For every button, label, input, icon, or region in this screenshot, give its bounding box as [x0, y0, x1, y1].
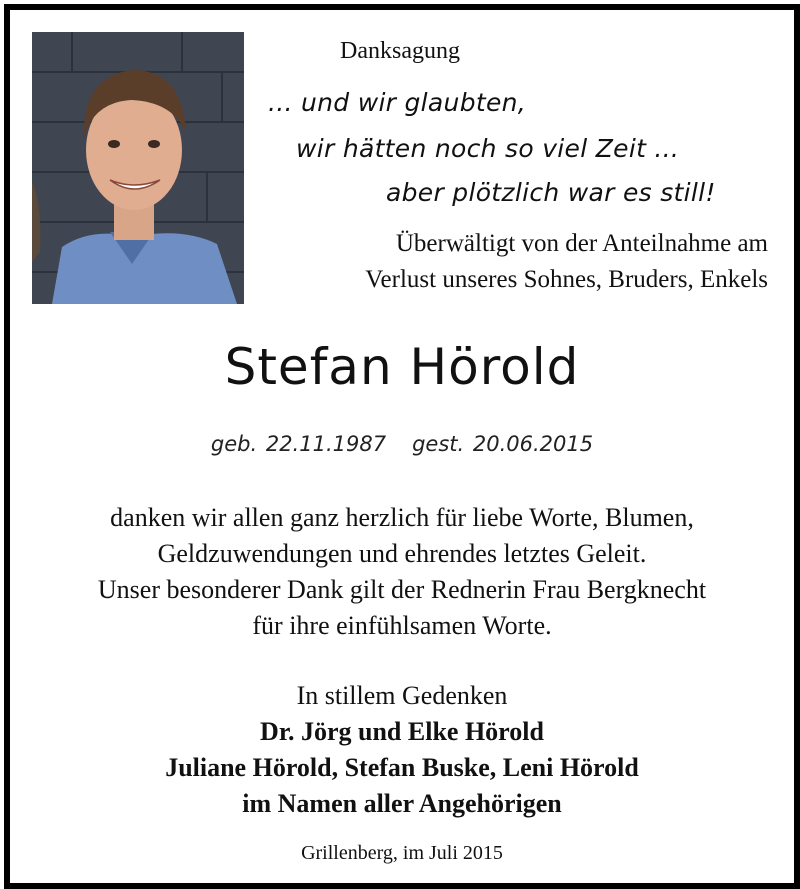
place-date: Grillenberg, im Juli 2015 [301, 842, 503, 864]
birth-date: geb. 22.11.1987 [210, 432, 387, 456]
intro-line-2: Verlust unseres Sohnes, Bruders, Enkels [365, 266, 768, 293]
family-line-1: Dr. Jörg und Elke Hörold [260, 717, 544, 746]
intro-line-1: Überwältigt von der Anteilnahme am [395, 230, 768, 257]
thanks-line-4: für ihre einfühlsamen Worte. [252, 611, 552, 640]
thanks-text [10, 500, 794, 644]
death-date: gest. 20.06.2015 [412, 432, 594, 456]
thanks-line-3: Unser besonderer Dank gilt der Rednerin Frau Bergknecht [97, 575, 707, 604]
family-line-2: Juliane Hörold, Stefan Buske, Leni Hörold [165, 753, 639, 782]
quote-line-3: aber plötzlich war es still! [386, 178, 716, 207]
heading: Danksagung [340, 38, 460, 64]
quote-line-2: wir hätten noch so viel Zeit ... [296, 134, 680, 163]
portrait-image [32, 32, 244, 304]
thanks-line-2: Geldzuwendungen und ehrendes letztes Geleit. [157, 539, 647, 568]
deceased-name: Stefan Hörold [224, 338, 580, 396]
memory-intro: In stillem Gedenken [296, 681, 508, 710]
portrait-photo [32, 32, 244, 304]
family-line-3: im Namen aller Angehörigen [242, 789, 562, 818]
memorial-signature [10, 678, 794, 822]
life-dates [10, 432, 794, 456]
quote-line-1: ... und wir glaubten, [268, 88, 527, 117]
obituary-frame [4, 4, 800, 889]
thanks-line-1: danken wir allen ganz herzlich für liebe Worte, Blumen, [110, 503, 694, 532]
